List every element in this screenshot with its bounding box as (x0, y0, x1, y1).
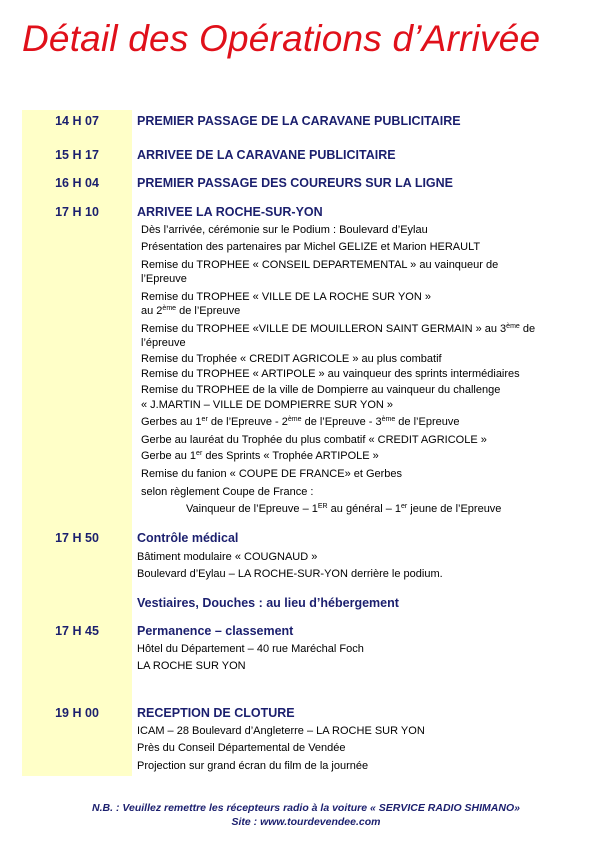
detail-line: Remise du TROPHEE «VILLE DE MOUILLERON SAINT GERMAIN » au 3ème de (141, 323, 536, 335)
time-slot: 17 H 10 (55, 205, 99, 219)
footer-site: Site : www.tourdevendee.com (231, 816, 381, 828)
detail-line: LA ROCHE SUR YON (137, 660, 246, 672)
event-heading: PREMIER PASSAGE DE LA CARAVANE PUBLICITAIRE (137, 114, 461, 128)
detail-line: au 2ème de l’Epreuve (141, 305, 241, 317)
time-slot: 17 H 50 (55, 531, 99, 545)
detail-line: Vainqueur de l’Epreuve – 1ER au général – 1er jeune de l’Epreuve (186, 503, 502, 515)
detail-line: Remise du TROPHEE « VILLE DE LA ROCHE SUR YON » (141, 291, 431, 303)
detail-line: Bâtiment modulaire « COUGNAUD » (137, 551, 318, 563)
event-heading: Contrôle médical (137, 531, 239, 545)
time-slot: 16 H 04 (55, 176, 99, 190)
detail-line: Remise du TROPHEE « ARTIPOLE » au vainqueur des sprints intermédiaires (141, 368, 520, 380)
event-heading: Vestiaires, Douches : au lieu d’hébergement (137, 596, 399, 610)
detail-line: ICAM – 28 Boulevard d’Angleterre – LA ROCHE SUR YON (137, 725, 425, 737)
detail-line: « J.MARTIN – VILLE DE DOMPIERRE SUR YON » (141, 399, 394, 411)
detail-line: Boulevard d’Eylau – LA ROCHE-SUR-YON derrière le podium. (137, 568, 443, 580)
detail-line: Gerbe au 1er des Sprints « Trophée ARTIPOLE » (141, 450, 379, 462)
detail-line: Gerbes au 1er de l’Epreuve - 2ème de l’Epreuve - 3ème de l’Epreuve (141, 416, 460, 428)
event-heading: ARRIVEE LA ROCHE-SUR-YON (137, 205, 323, 219)
event-heading: Permanence – classement (137, 624, 294, 638)
event-heading: RECEPTION DE CLOTURE (137, 706, 295, 720)
detail-line: Remise du TROPHEE de la ville de Dompierre au vainqueur du challenge (141, 384, 501, 396)
detail-line: Dès l’arrivée, cérémonie sur le Podium : Boulevard d’Eylau (141, 224, 428, 236)
event-heading: ARRIVEE DE LA CARAVANE PUBLICITAIRE (137, 148, 396, 162)
footer-note: N.B. : Veuillez remettre les récepteurs radio à la voiture « SERVICE RADIO SHIMANO» (92, 802, 520, 814)
detail-line: Près du Conseil Départemental de Vendée (137, 742, 346, 754)
detail-line: Remise du TROPHEE « CONSEIL DEPARTEMENTAL » au vainqueur de (141, 259, 499, 271)
detail-line: l’Epreuve (141, 273, 187, 285)
time-slot: 19 H 00 (55, 706, 99, 720)
page-title: Détail des Opérations d’Arrivée (22, 18, 541, 59)
detail-line: l’épreuve (141, 337, 186, 349)
time-slot: 17 H 45 (55, 624, 99, 638)
time-slot: 14 H 07 (55, 114, 99, 128)
detail-line: Projection sur grand écran du film de la journée (137, 760, 369, 772)
detail-line: Hôtel du Département – 40 rue Maréchal Foch (137, 643, 364, 655)
detail-line: Gerbe au lauréat du Trophée du plus combatif « CREDIT AGRICOLE » (141, 434, 487, 446)
detail-line: selon règlement Coupe de France : (141, 486, 314, 498)
event-heading: PREMIER PASSAGE DES COUREURS SUR LA LIGNE (137, 176, 454, 190)
time-slot: 15 H 17 (55, 148, 99, 162)
detail-line: Présentation des partenaires par Michel GELIZE et Marion HERAULT (141, 241, 481, 253)
detail-line: Remise du fanion « COUPE DE FRANCE» et Gerbes (141, 468, 403, 480)
detail-line: Remise du Trophée « CREDIT AGRICOLE » au plus combatif (141, 353, 442, 365)
